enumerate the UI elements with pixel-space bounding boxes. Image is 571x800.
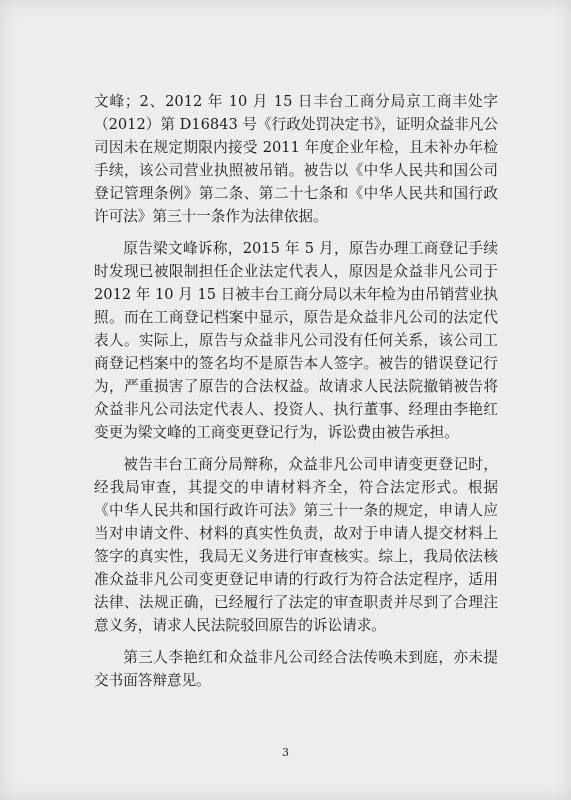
paragraph-evidence-continuation: 文峰；2、2012 年 10 月 15 日丰台工商分局京工商丰处字（2012）第 D16843 号《行政处罚决定书》，证明众益非凡公司因未在规定期限内接受 2011 年度企业年检，且未补办年检手续，该公司营业执照被吊销。被告以《中华人民共和国公司登记管理条例》第二条、第二十七条和《中华人民共和国行政许可法》第三十一条作为法律依据。	[94, 93, 498, 225]
paragraph-third-party: 第三人李艳红和众益非凡公司经合法传唤未到庭，亦未提交书面答辩意见。	[94, 649, 498, 689]
paragraph-defendant-defense: 被告丰台工商分局辩称，众益非凡公司申请变更登记时，经我局审查，其提交的申请材料齐全，符合法定形式。根据《中华人民共和国行政许可法》第三十一条的规定，申请人应当对申请文件、材料的真实性负责，故对于申请人提交材料上签字的真实性，我局无义务进行审查核实。综上，我局依法核准众益非凡公司变更登记申请的行政行为符合法定程序，适用法律、法规正确，已经履行了法定的审查职责并尽到了合理注意义务，请求人民法院驳回原告的诉讼请求。	[94, 456, 498, 634]
page-number: 3	[282, 746, 289, 759]
document-body	[94, 90, 503, 692]
paragraph-plaintiff-claim: 原告梁文峰诉称，2015 年 5 月，原告办理工商登记手续时发现已被限制担任企业法定代表人，原因是众益非凡公司于 2012 年 10 月 15 日被丰台工商分局以未年检为由吊销营业执照。而在工商登记档案中显示，原告是众益非凡公司的法定代表人。实际上，原告与众益非凡公司没有任何关系，该公司工商登记档案中的签名均不是原告本人签字。被告的错误登记行为，严重损害了原告的合法权益。故请求人民法院撤销被告将众益非凡公司法定代表人、投资人、执行董事、经理由李艳红变更为梁文峰的工商变更登记行为，诉讼费由被告承担。	[94, 240, 503, 441]
